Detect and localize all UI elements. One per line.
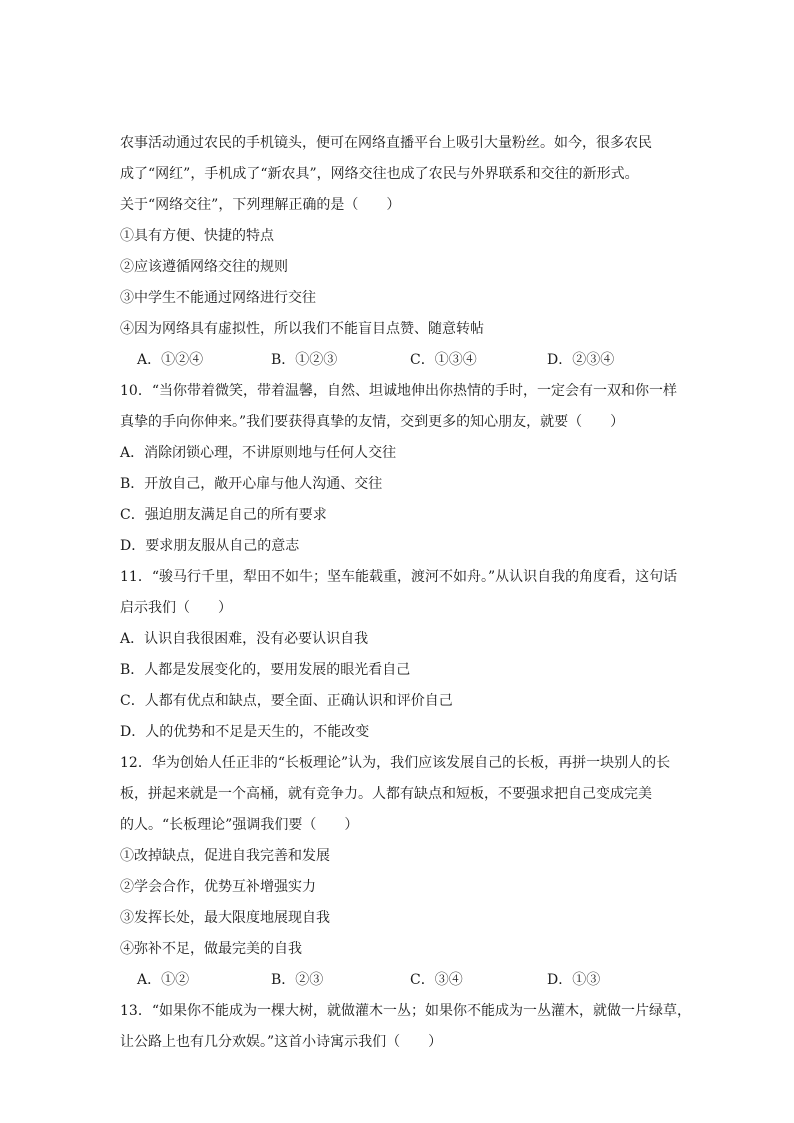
q13-stem-line-1: 13．“如果你不能成为一棵大树，就做灌木一丛；如果你不能成为一丛灌木，就做一片绿草， bbox=[120, 1003, 691, 1019]
q11-option-b: B．人都是发展变化的，要用发展的眼光看自己 bbox=[120, 662, 411, 678]
q12-statement-4: ④弥补不足，做最完美的自我 bbox=[120, 941, 302, 957]
q9-statement-1: ①具有方便、快捷的特点 bbox=[120, 228, 274, 244]
q10-option-c: C．强迫朋友满足自己的所有要求 bbox=[120, 507, 327, 523]
q10-option-a: A．消除闭锁心理，不讲原则地与任何人交往 bbox=[120, 445, 397, 461]
q12-option-c: C．③④ bbox=[410, 972, 463, 988]
q11-stem-line-1: 11．“骏马行千里，犁田不如牛；坚车能载重，渡河不如舟。”从认识自我的角度看，这句话 bbox=[120, 569, 678, 585]
q9-statement-4: ④因为网络具有虚拟性，所以我们不能盲目点赞、随意转帖 bbox=[120, 321, 484, 337]
q12-option-b: B．②③ bbox=[271, 972, 324, 988]
q10-option-d: D．要求朋友服从自己的意志 bbox=[120, 538, 300, 554]
q9-option-b: B．①②③ bbox=[271, 352, 338, 368]
q12-statement-1: ①改掉缺点，促进自我完善和发展 bbox=[120, 848, 330, 864]
q9-line-3: 关于“网络交往”，下列理解正确的是（ ） bbox=[120, 197, 401, 213]
q10-stem-line-1: 10．“当你带着微笑，带着温馨，自然、坦诚地伸出你热情的手时，一定会有一双和你一样 bbox=[120, 383, 677, 399]
q12-option-d: D．①③ bbox=[547, 972, 601, 988]
q12-statement-3: ③发挥长处，最大限度地展现自我 bbox=[120, 910, 330, 926]
q12-stem-line-1: 12．华为创始人任正非的“长板理论”认为，我们应该发展自己的长板，再拼一块别人的长 bbox=[120, 755, 671, 771]
q9-statement-3: ③中学生不能通过网络进行交往 bbox=[120, 290, 316, 306]
q11-stem-line-2: 启示我们（ ） bbox=[120, 600, 232, 616]
q9-option-a: A．①②④ bbox=[137, 352, 204, 368]
q12-option-a: A．①② bbox=[137, 972, 190, 988]
q12-stem-line-2: 板，拼起来就是一个高桶，就有竞争力。人都有缺点和短板，不要强求把自己变成完美 bbox=[120, 786, 652, 802]
q10-option-b: B．开放自己，敞开心扉与他人沟通、交往 bbox=[120, 476, 383, 492]
q9-statement-2: ②应该遵循网络交往的规则 bbox=[120, 259, 288, 275]
q10-stem-line-2: 真挚的手向你伸来。”我们要获得真挚的友情，交到更多的知心朋友，就要（ ） bbox=[120, 414, 625, 430]
q9-line-2: 成了“网红”，手机成了“新农具”，网络交往也成了农民与外界联系和交往的新形式。 bbox=[120, 166, 639, 182]
q12-statement-2: ②学会合作，优势互补增强实力 bbox=[120, 879, 316, 895]
q9-option-c: C．①③④ bbox=[410, 352, 477, 368]
q11-option-a: A．认识自我很困难，没有必要认识自我 bbox=[120, 631, 369, 647]
q9-line-1: 农事活动通过农民的手机镜头，便可在网络直播平台上吸引大量粉丝。如今，很多农民 bbox=[120, 135, 652, 151]
q9-option-d: D．②③④ bbox=[547, 352, 615, 368]
q12-stem-line-3: 的人。“长板理论”强调我们要（ ） bbox=[120, 817, 359, 833]
q11-option-c: C．人都有优点和缺点，要全面、正确认识和评价自己 bbox=[120, 693, 453, 709]
q11-option-d: D．人的优势和不足是天生的，不能改变 bbox=[120, 724, 370, 740]
q13-stem-line-2: 让公路上也有几分欢娱。”这首小诗寓示我们（ ） bbox=[120, 1034, 443, 1050]
